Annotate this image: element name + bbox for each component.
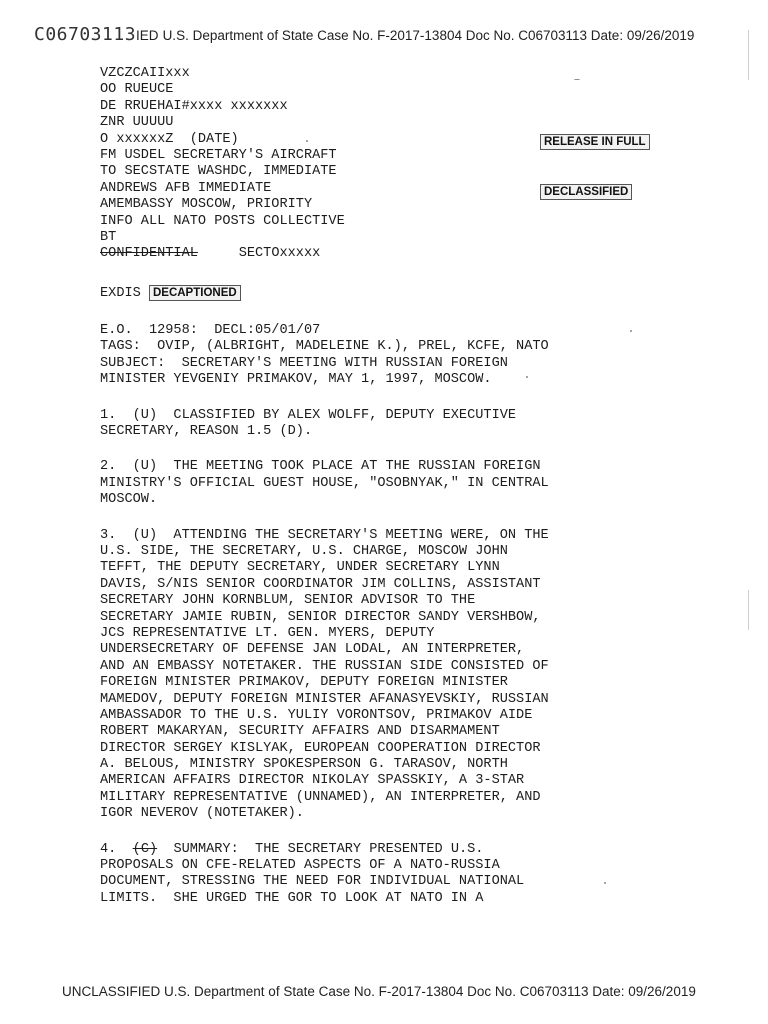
routing-line: ZNR UUUUU — [100, 115, 174, 131]
struck-classification-mark: (C) — [132, 841, 158, 857]
section-marker: SECTOxxxxx — [238, 246, 321, 262]
subject-line: SUBJECT: SECRETARY'S MEETING WITH RUSSIAN FOREIGN — [100, 355, 508, 371]
paragraph-line: UNDERSECRETARY OF DEFENSE JAN LODAL, AN INTERPRETER, — [100, 642, 525, 658]
paragraph-line: MOSCOW. — [100, 492, 158, 508]
paragraph-line: IGOR NEVEROV (NOTETAKER). — [100, 806, 304, 822]
routing-line: ANDREWS AFB IMMEDIATE — [100, 180, 272, 196]
document-footer: UNCLASSIFIED U.S. Department of State Case No. F-2017-13804 Doc No. C06703113 Date: 09/26/2019 — [62, 984, 696, 999]
doc-number: C06703113 — [34, 24, 137, 45]
routing-line: BT — [100, 229, 117, 245]
paragraph-line: AMBASSADOR TO THE U.S. YULIY VORONTSOV, PRIMAKOV AIDE — [100, 707, 533, 723]
paragraph-line: LIMITS. SHE URGED THE GOR TO LOOK AT NATO IN A — [100, 890, 484, 906]
routing-line: OO RUEUCE — [100, 82, 174, 98]
routing-line: VZCZCAIIxxx — [100, 66, 190, 81]
struck-classification: CONFIDENTIAL — [100, 246, 198, 262]
summary-lead: SUMMARY: THE SECRETARY PRESENTED U.S. — [173, 841, 484, 857]
routing-line: DE RRUEHAI#xxxx xxxxxxx — [100, 98, 288, 114]
paragraph-line: SECRETARY JOHN KORNBLUM, SENIOR ADVISOR TO THE — [100, 593, 476, 609]
paragraph-line: SECRETARY JAMIE RUBIN, SENIOR DIRECTOR SANDY VERSHBOW, — [100, 609, 541, 625]
paragraph-line: MILITARY REPRESENTATIVE (UNNAMED), AN INTERPRETER, AND — [100, 789, 541, 805]
paragraph-line: MINISTRY'S OFFICIAL GUEST HOUSE, "OSOBNYAK," IN CENTRAL — [100, 475, 549, 491]
cable-body — [100, 66, 600, 907]
subject-line: MINISTER YEVGENIY PRIMAKOV, MAY 1, 1997, MOSCOW. — [100, 372, 492, 388]
routing-line: FM USDEL SECRETARY'S AIRCRAFT — [100, 147, 337, 163]
document-header — [34, 24, 734, 50]
paragraph-line — [100, 842, 600, 858]
header-case-info: U.S. Department of State Case No. F-2017-13804 Doc No. C06703113 Date: 09/26/2019 — [162, 28, 695, 43]
paragraph-line: U.S. SIDE, THE SECRETARY, U.S. CHARGE, MOSCOW JOHN — [100, 543, 508, 559]
paragraph-line: 2. (U) THE MEETING TOOK PLACE AT THE RUSSIAN FOREIGN — [100, 459, 541, 475]
header-status-fragment: IED — [136, 28, 159, 43]
paragraph-line: 1. (U) CLASSIFIED BY ALEX WOLFF, DEPUTY EXECUTIVE — [100, 407, 517, 423]
exdis-label: EXDIS — [100, 285, 141, 301]
scan-edge-mark — [748, 30, 749, 80]
paragraph-line: MAMEDOV, DEPUTY FOREIGN MINISTER AFANASYEVSKIY, RUSSIAN — [100, 691, 549, 707]
routing-block — [100, 66, 600, 263]
paragraph-line: JCS REPRESENTATIVE LT. GEN. MYERS, DEPUTY — [100, 625, 435, 641]
paragraph-line: DIRECTOR SERGEY KISLYAK, EUROPEAN COOPERATION DIRECTOR — [100, 740, 541, 756]
routing-line: TO SECSTATE WASHDC, IMMEDIATE — [100, 164, 337, 180]
paragraph-line: AMERICAN AFFAIRS DIRECTOR NIKOLAY SPASSKIY, A 3-STAR — [100, 773, 525, 789]
scan-speck — [526, 376, 528, 378]
tags-line: TAGS: OVIP, (ALBRIGHT, MADELEINE K.), PREL, KCFE, NATO — [100, 339, 549, 355]
paragraph-line: DOCUMENT, STRESSING THE NEED FOR INDIVIDUAL NATIONAL — [100, 874, 525, 890]
eo-line: E.O. 12958: DECL:05/01/07 — [100, 323, 321, 339]
paragraph-number: 4. — [100, 841, 117, 857]
paragraph-line: FOREIGN MINISTER PRIMAKOV, DEPUTY FOREIGN MINISTER — [100, 675, 508, 691]
routing-line: AMEMBASSY MOSCOW, PRIORITY — [100, 197, 313, 213]
paragraph-line: 3. (U) ATTENDING THE SECRETARY'S MEETING WERE, ON THE — [100, 527, 549, 543]
paragraph-line: TEFFT, THE DEPUTY SECRETARY, UNDER SECRETARY LYNN — [100, 560, 500, 576]
paragraph-line: A. BELOUS, MINISTRY SPOKESPERSON G. TARASOV, NORTH — [100, 757, 508, 773]
classification-line — [100, 246, 600, 262]
paragraph-2 — [100, 459, 600, 508]
paragraph-4 — [100, 842, 600, 908]
paragraph-line: PROPOSALS ON CFE-RELATED ASPECTS OF A NATO-RUSSIA — [100, 858, 500, 874]
scan-speck — [604, 882, 606, 884]
scan-speck — [574, 79, 580, 80]
meta-block — [100, 323, 600, 389]
release-in-full-stamp: RELEASE IN FULL — [540, 134, 650, 150]
paragraph-line: DAVIS, S/NIS SENIOR COORDINATOR JIM COLLINS, ASSISTANT — [100, 576, 541, 592]
exdis-line — [100, 285, 600, 301]
declassified-stamp: DECLASSIFIED — [540, 184, 632, 200]
paragraph-line: AND AN EMBASSY NOTETAKER. THE RUSSIAN SIDE CONSISTED OF — [100, 658, 549, 674]
paragraph-1 — [100, 408, 600, 441]
routing-line: INFO ALL NATO POSTS COLLECTIVE — [100, 213, 345, 229]
routing-line: O xxxxxxZ (DATE) — [100, 131, 239, 147]
paragraph-line: ROBERT MAKARYAN, SECURITY AFFAIRS AND DISARMAMENT — [100, 724, 500, 740]
paragraph-3 — [100, 528, 600, 823]
paragraph-line: SECRETARY, REASON 1.5 (D). — [100, 424, 313, 440]
decaptioned-stamp: DECAPTIONED — [149, 285, 241, 301]
scan-speck — [306, 140, 308, 142]
scan-edge-mark — [748, 590, 749, 630]
scan-speck — [630, 330, 632, 332]
